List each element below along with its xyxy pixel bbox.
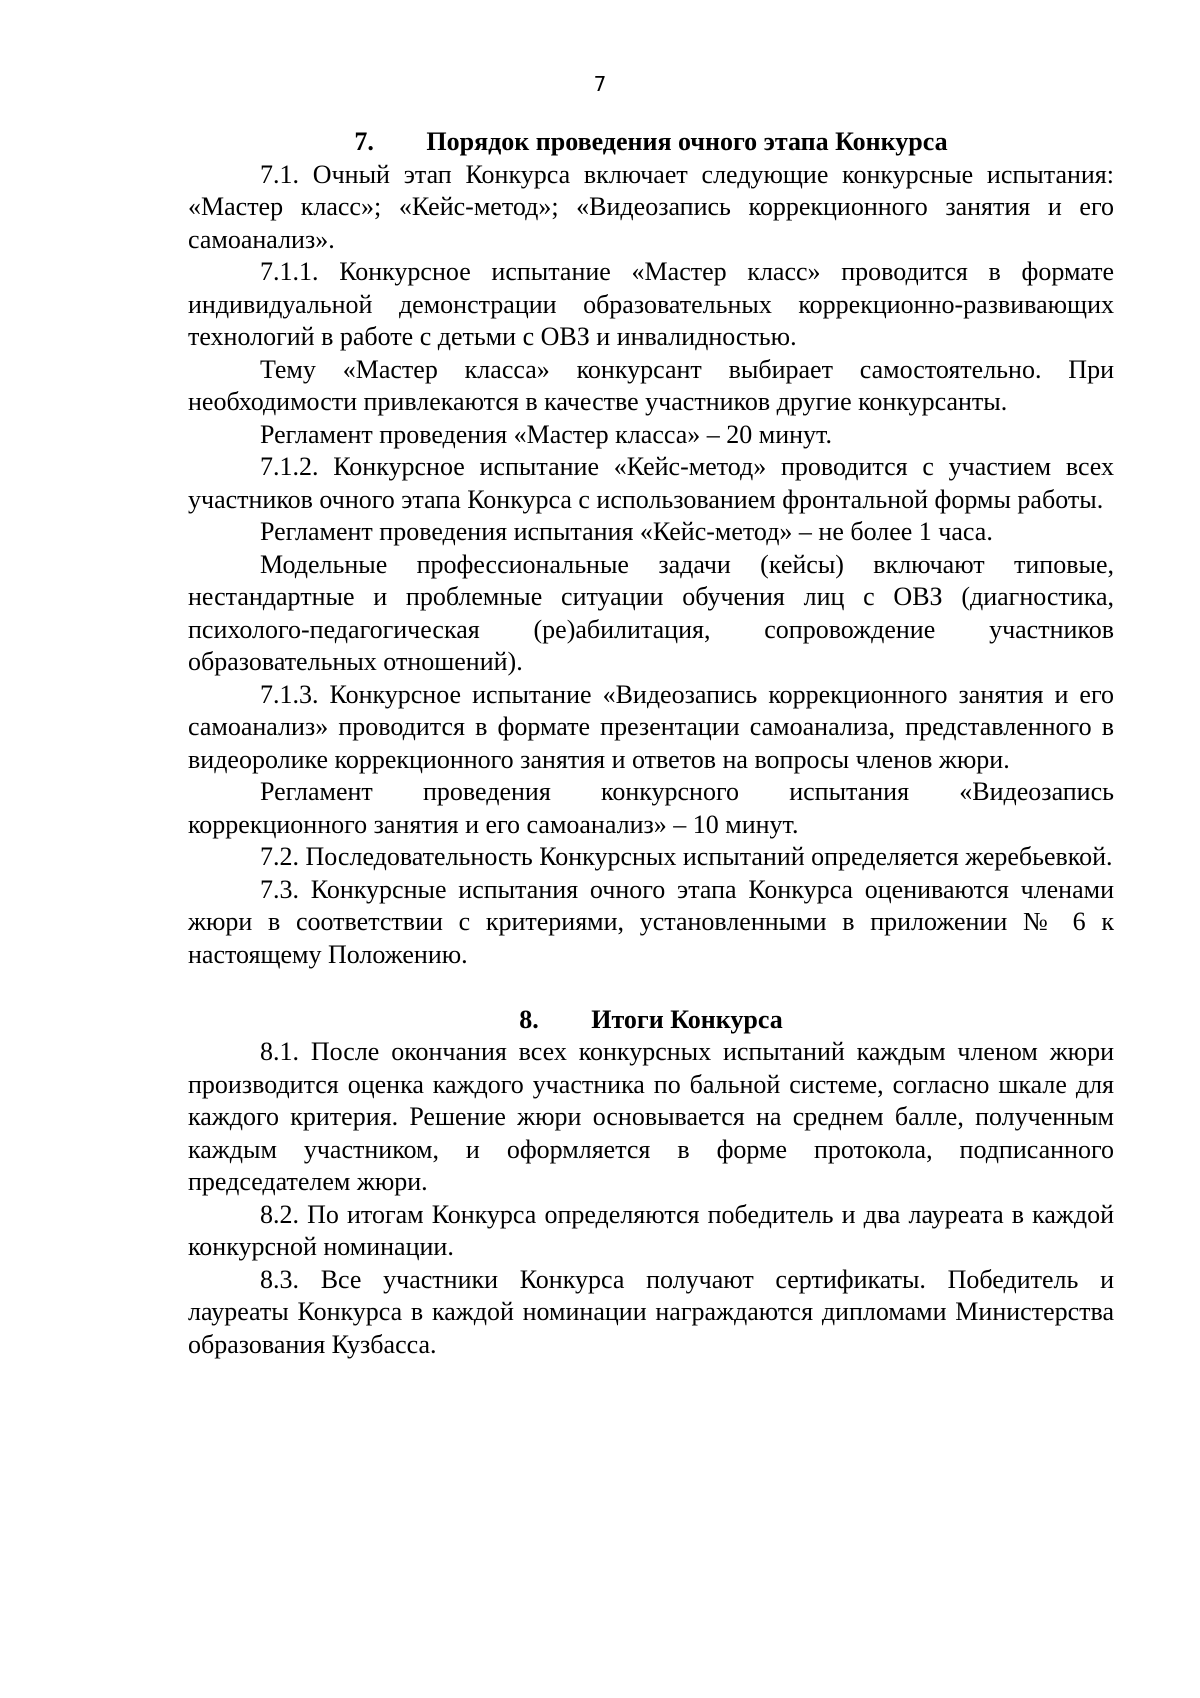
section-spacer [188, 971, 1114, 1004]
section-7 [188, 126, 1114, 971]
paragraph: 7.1.1. Конкурсное испытание «Мастер класс» проводится в формате индивидуальной демонстрации образовательных коррекционно-развивающих технологий в работе с детьми с ОВЗ и инвалидностью. [188, 257, 1114, 351]
paragraph: 8.2. По итогам Конкурса определяются победитель и два лауреата в каждой конкурсной номинации. [188, 1199, 1114, 1261]
paragraph: Регламент проведения испытания «Кейс-метод» – не более 1 часа. [260, 517, 993, 546]
section-number: 7. [354, 127, 374, 156]
section-heading [188, 1004, 1114, 1037]
paragraph: 7.1.2. Конкурсное испытание «Кейс-метод» проводится с участием всех участников очного этапа Конкурса с использованием фронтальной формы работы. [188, 452, 1114, 514]
paragraph: 7.1.3. Конкурсное испытание «Видеозапись коррекционного занятия и его самоанализ» проводится в формате презентации самоанализа, представленного в видеоролике коррекционного занятия и ответов на вопросы членов жюри. [188, 679, 1114, 774]
paragraph: Регламент проведения конкурсного испытания «Видеозапись коррекционного занятия и его самоанализ» – 10 минут. [188, 777, 1114, 839]
section-number: 8. [519, 1004, 539, 1034]
page-number: 7 [593, 72, 607, 96]
paragraph: 7.1. Очный этап Конкурса включает следующие конкурсные испытания: «Мастер класс»; «Кейс-метод»; «Видеозапись коррекционного занятия и его самоанализ». [188, 159, 1114, 254]
paragraph: 8.1. После окончания всех конкурсных испытаний каждым членом жюри производится оценка каждого участника по бальной системе, согласно шкале для каждого критерия. Решение жюри основывается на среднем балле, полученным каждым участником, и оформляется в форме протокола, подписанного председателем жюри. [188, 1037, 1114, 1196]
section-title: Порядок проведения очного этапа Конкурса [426, 127, 948, 156]
paragraph: 8.3. Все участники Конкурса получают сертификаты. Победитель и лауреаты Конкурса в каждой номинации награждаются дипломами Министерства образования Кузбасса. [188, 1264, 1114, 1359]
document-body [188, 126, 1114, 1361]
paragraph: Тему «Мастер класса» конкурсант выбирает самостоятельно. При необходимости привлекаются в качестве участников другие конкурсанты. [188, 354, 1114, 416]
paragraph: Регламент проведения «Мастер класса» – 20 минут. [260, 419, 832, 449]
section-8 [188, 1004, 1114, 1362]
paragraph: Модельные профессиональные задачи (кейсы) включают типовые, нестандартные и проблемные ситуации обучения лиц с ОВЗ (диагностика, психолого-педагогическая (ре)абилитация, сопровождение участников образовательных отношений). [188, 549, 1114, 676]
section-title: Итоги Конкурса [591, 1004, 783, 1034]
paragraph: 7.3. Конкурсные испытания очного этапа Конкурса оцениваются членами жюри в соответствии с критериями, установленными в приложении № 6 к настоящему Положению. [188, 874, 1114, 969]
section-heading [188, 126, 1114, 159]
paragraph: 7.2. Последовательность Конкурсных испытаний определяется жеребьевкой. [260, 842, 1113, 871]
